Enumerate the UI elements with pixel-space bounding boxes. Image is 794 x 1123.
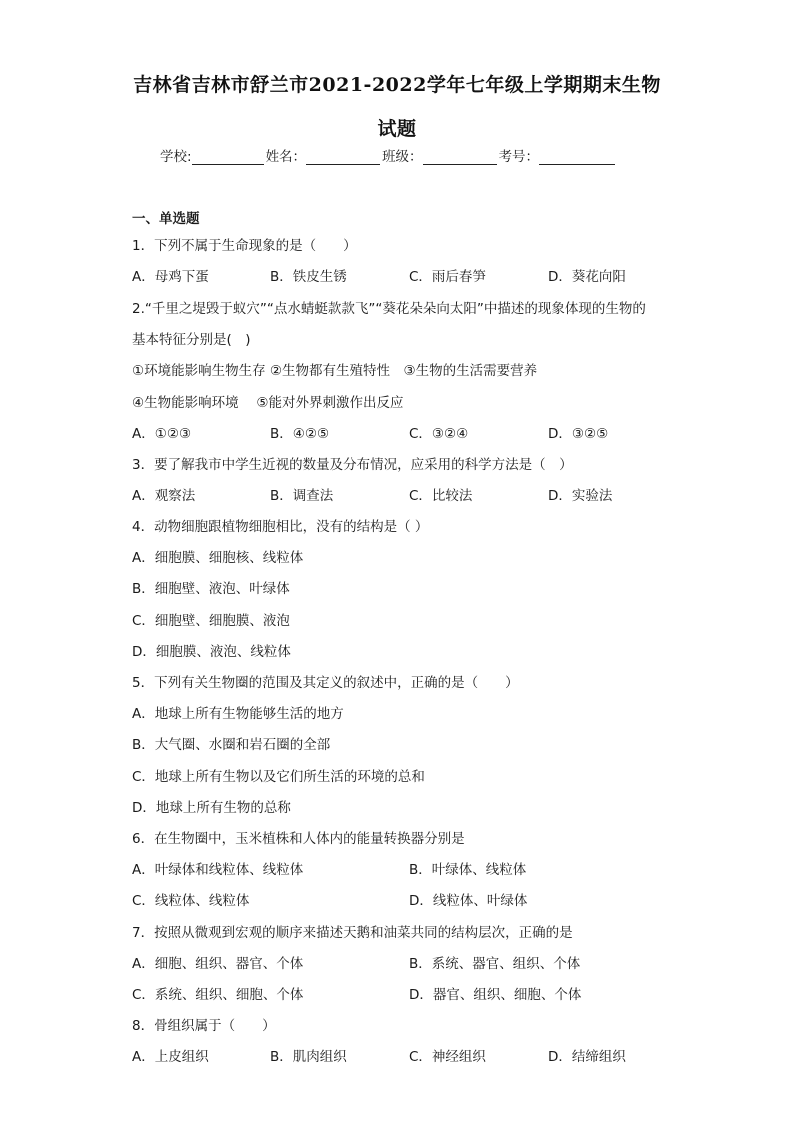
q1-option-a: A．母鸡下蛋 xyxy=(132,269,209,285)
q5-option-c: C．地球上所有生物以及它们所生活的环境的总和 xyxy=(132,769,425,785)
question-8-stem: 8．骨组织属于（ ） xyxy=(132,1018,276,1034)
school-label: 学校: xyxy=(160,149,192,165)
q3-option-a: A．观察法 xyxy=(132,488,196,504)
q8-option-d: D．结缔组织 xyxy=(548,1049,626,1065)
q8-option-a: A．上皮组织 xyxy=(132,1049,209,1065)
question-5-stem: 5．下列有关生物圈的范围及其定义的叙述中，正确的是（ ） xyxy=(132,675,519,691)
q4-option-d: D．细胞膜、液泡、线粒体 xyxy=(132,644,291,660)
student-info-row xyxy=(160,145,617,165)
q6-option-b: B．叶绿体、线粒体 xyxy=(409,862,527,878)
q1-option-d: D．葵花向阳 xyxy=(548,269,626,285)
question-2-stem: 2.“千里之堤毁于蚁穴”“点水蜻蜓款款飞”“葵花朵朵向太阳”中描述的现象体现的生物的 xyxy=(132,301,646,317)
class-label: 班级： xyxy=(382,149,423,165)
section-heading: 一、单选题 xyxy=(132,211,200,227)
q4-option-c: C．细胞壁、细胞膜、液泡 xyxy=(132,613,290,629)
exam-title: 吉林省吉林市舒兰市2021-2022学年七年级上学期期末生物 xyxy=(133,74,661,96)
question-6-stem: 6．在生物圈中，玉米植株和人体内的能量转换器分别是 xyxy=(132,831,465,847)
q1-option-c: C．雨后春笋 xyxy=(409,269,486,285)
q7-option-d: D．器官、组织、细胞、个体 xyxy=(409,987,582,1003)
q6-option-a: A．叶绿体和线粒体、线粒体 xyxy=(132,862,304,878)
question-2-statements-1: ①环境能影响生物生存 ②生物都有生殖特性 ③生物的生活需要营养 xyxy=(132,363,538,379)
q3-option-c: C．比较法 xyxy=(409,488,473,504)
q7-option-a: A．细胞、组织、器官、个体 xyxy=(132,956,304,972)
number-label: 考号： xyxy=(498,149,540,165)
q7-option-c: C．系统、组织、细胞、个体 xyxy=(132,987,304,1003)
question-1-stem: 1．下列不属于生命现象的是（ ） xyxy=(132,238,357,254)
name-field[interactable] xyxy=(306,150,380,165)
q5-option-d: D．地球上所有生物的总称 xyxy=(132,800,291,816)
q2-option-c: C．③②④ xyxy=(409,426,469,442)
q3-option-b: B．调查法 xyxy=(270,488,334,504)
q2-option-d: D．③②⑤ xyxy=(548,426,609,442)
q5-option-a: A．地球上所有生物能够生活的地方 xyxy=(132,706,344,722)
q4-option-a: A．细胞膜、细胞核、线粒体 xyxy=(132,550,304,566)
q8-option-c: C．神经组织 xyxy=(409,1049,486,1065)
q6-option-c: C．线粒体、线粒体 xyxy=(132,893,250,909)
question-3-stem: 3．要了解我市中学生近视的数量及分布情况，应采用的科学方法是（ ） xyxy=(132,457,573,473)
question-7-stem: 7．按照从微观到宏观的顺序来描述天鹅和油菜共同的结构层次，正确的是 xyxy=(132,925,573,941)
q8-option-b: B．肌肉组织 xyxy=(270,1049,347,1065)
q2-option-a: A．①②③ xyxy=(132,426,192,442)
question-2-statements-2: ④生物能影响环境 ⑤能对外界刺激作出反应 xyxy=(132,395,404,411)
q4-option-b: B．细胞壁、液泡、叶绿体 xyxy=(132,581,290,597)
q2-option-b: B．④②⑤ xyxy=(270,426,330,442)
school-field[interactable] xyxy=(192,150,264,165)
q5-option-b: B．大气圈、水圈和岩石圈的全部 xyxy=(132,737,331,753)
number-field[interactable] xyxy=(539,150,615,165)
name-label: 姓名： xyxy=(265,149,307,165)
question-4-stem: 4．动物细胞跟植物细胞相比，没有的结构是（ ） xyxy=(132,519,429,535)
question-2-stem-continued: 基本特征分别是( ) xyxy=(132,332,251,348)
exam-title-continued: 试题 xyxy=(377,118,417,140)
q6-option-d: D．线粒体、叶绿体 xyxy=(409,893,528,909)
q3-option-d: D．实验法 xyxy=(548,488,613,504)
class-field[interactable] xyxy=(423,150,497,165)
q1-option-b: B．铁皮生锈 xyxy=(270,269,347,285)
q7-option-b: B．系统、器官、组织、个体 xyxy=(409,956,581,972)
